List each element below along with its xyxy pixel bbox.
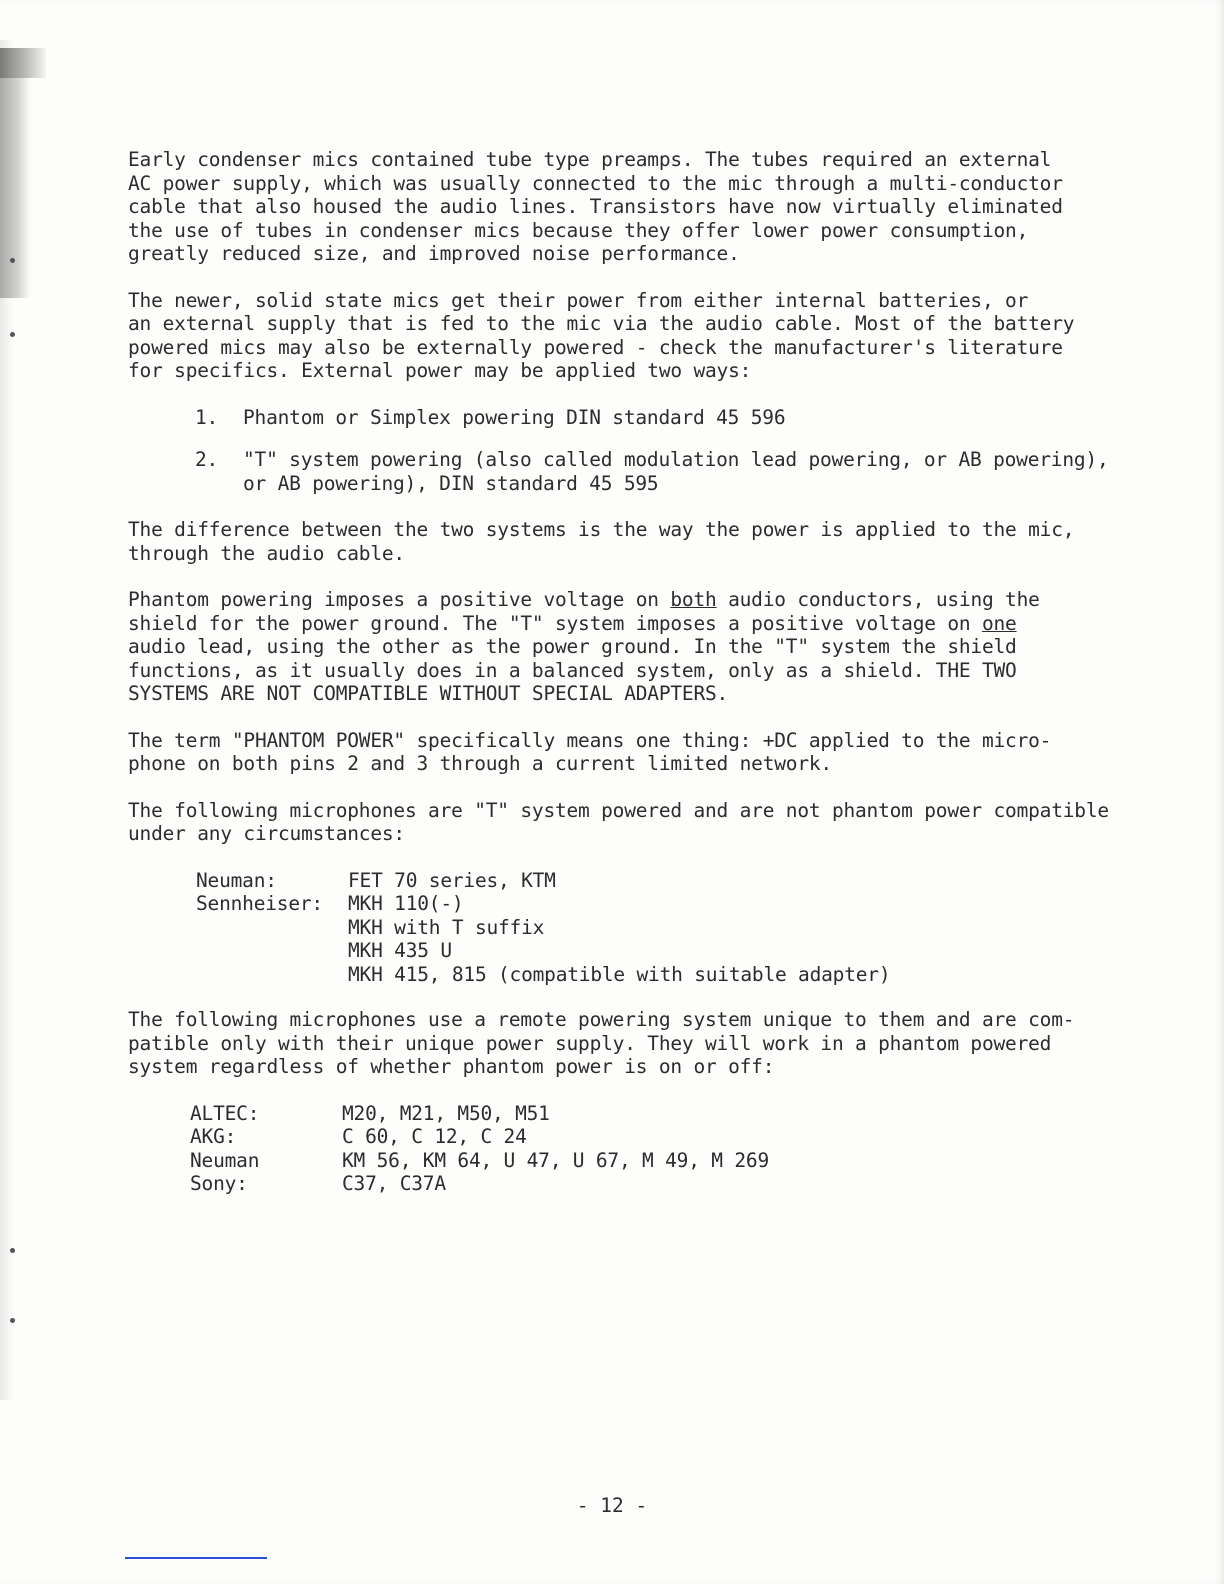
text-run: Phantom powering imposes a positive voltage on [128,588,671,611]
brand-cell [196,939,348,963]
models-cell: FET 70 series, KTM [348,868,556,892]
paragraph-phantom-definition: The term "PHANTOM POWER" specifically means one thing: +DC applied to the micro- phone on both pins 2 and 3 through a current limited network. [128,728,1052,775]
brand-cell: Sony: [190,1172,248,1195]
paragraph-t-system-intro: The following microphones are "T" system powered and are not phantom power compatible under any circumstances: [128,798,1109,845]
brand-cell [196,963,348,987]
table-row [196,939,890,963]
table-row [190,1102,769,1126]
models-cell: MKH with T suffix [348,915,545,939]
text-run: audio lead, using the other as the power ground. In the "T" system the shield functions, as it usually does in a balanced system, only as a shield. THE TWO SYSTEMS ARE NOT COMPATIBLE WITHOUT SPECIAL ADAPTERS. [128,635,1017,705]
brand-cell [196,916,348,940]
paragraph-solid-state: The newer, solid state mics get their power from either internal batteries, or an external supply that is fed to the mic via the audio cable. Most of the battery powered mics may also be externally powered - check the manufacturer's literature for specifics. External power may be applied two ways: [128,288,1075,382]
paragraph-tube-preamps: Early condenser mics contained tube type preamps. The tubes required an external AC power supply, which was usually connected to the mic through a multi-conductor cable that also housed the audio lines. Transistors have now virtually eliminated the use of tubes in condenser mics because they offer lower power consumption, greatly reduced size, and improved noise performance. [128,148,1063,265]
text-run: audio conductors, using the shield for the power ground. The "T" system imposes a positive voltage on [128,588,1040,635]
underlined-word: both [670,588,717,611]
paragraph-difference: The difference between the two systems is the way the power is applied to the mic, through the audio cable. [128,518,1075,565]
table-row [196,916,890,940]
scan-speck [10,1248,15,1253]
paragraph-phantom-vs-t [128,588,1138,706]
t-system-mic-table [196,869,890,987]
table-row [190,1172,769,1196]
brand-cell: Neuman: [196,868,277,892]
brand-cell: AKG: [190,1125,237,1148]
models-cell: C37, C37A [342,1172,446,1195]
scan-edge-mark [0,78,30,298]
models-cell: KM 56, KM 64, U 47, U 67, M 49, M 269 [342,1148,769,1172]
models-cell: C 60, C 12, C 24 [342,1125,527,1148]
page-number: - 12 - [576,1494,648,1517]
underlined-word: one [981,611,1017,635]
list-item [195,406,1138,430]
models-cell: MKH 435 U [348,939,452,962]
models-cell: MKH 415, 815 (compatible with suitable adapter) [348,962,891,986]
brand-cell: ALTEC: [190,1101,260,1125]
list-item-text: "T" system powering (also called modulation lead powering, or AB powering), or AB powering), DIN standard 45 595 [243,448,1109,495]
scan-speck [10,332,15,337]
paragraph-unique-power-intro: The following microphones use a remote powering system unique to them and are com- patible only with their unique power supply. They will work in a phantom powered system regardless of whether phantom power is on or off: [128,1008,1075,1078]
unique-power-mic-table [190,1102,769,1196]
table-row [190,1125,769,1149]
models-cell: M20, M21, M50, M51 [342,1101,550,1125]
brand-cell: Sennheiser: [196,892,323,915]
list-item-text: Phantom or Simplex powering DIN standard 45 596 [243,405,786,429]
scan-speck [10,1318,15,1323]
models-cell: MKH 110(-) [348,892,464,915]
table-row [196,963,890,987]
table-row [190,1149,769,1173]
table-row [196,892,890,916]
scan-edge-mark-top [0,48,46,78]
power-methods-list [128,406,1138,496]
scan-speck [10,258,15,263]
table-row [196,869,890,893]
brand-cell: Neuman [190,1148,260,1172]
page-body [128,148,1138,1218]
list-item-number: 1. [195,405,219,429]
bottom-edge-mark [125,1557,267,1559]
list-item [195,448,1138,495]
list-item-number: 2. [195,448,219,471]
